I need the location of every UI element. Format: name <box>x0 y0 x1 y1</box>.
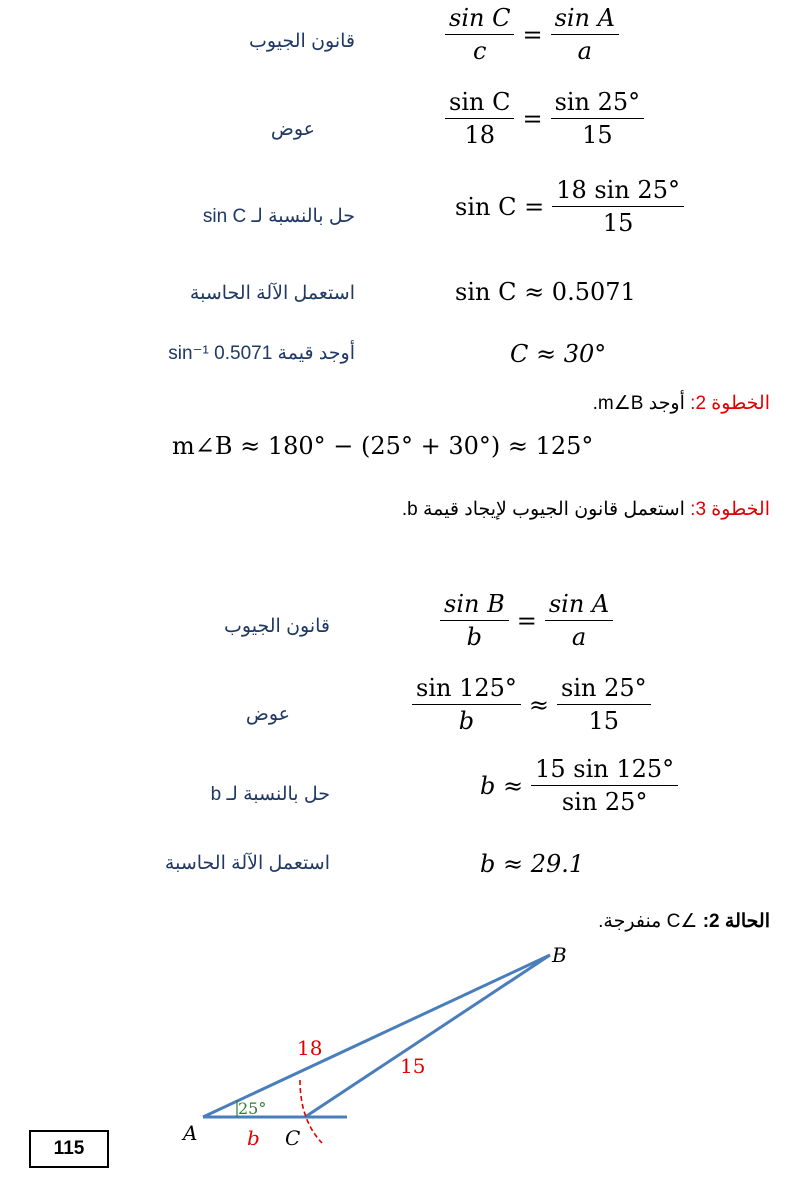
law-of-sines-equation-2: $\frac{\text{sin B}}{b}$ = $\frac{\text{sin A}}{a}$ <box>440 590 613 651</box>
solve-sinC-equation: sin C = $\frac{18 \sin 25^\circ}{15}$ <box>455 176 684 237</box>
use-calculator-label-2: استعمل الآلة الحاسبة <box>164 853 330 874</box>
label-side-18: 18 <box>297 1036 323 1060</box>
label-b: b <box>247 1126 260 1150</box>
use-calculator-label-1: استعمل الآلة الحاسبة <box>189 283 355 304</box>
law-of-sines-equation-1: $\frac{\text{sin C}}{c}$ = $\frac{\text{sin A}}{a}$ <box>445 4 619 65</box>
label-side-15: 15 <box>400 1054 426 1078</box>
step-2-text: أوجد m∠B. <box>592 393 685 414</box>
angle-B-equation: m∠B ≈ 180° − (25° + 30°) ≈ 125° <box>172 432 594 460</box>
solve-b-equation: b ≈ $\frac{15 \sin 125^\circ}{\sin 25^\circ}$ <box>480 755 678 816</box>
law-of-sines-label-2: قانون الجيوب <box>224 616 330 637</box>
substitute-label-1: عوض <box>270 119 315 140</box>
step-2-prefix: الخطوة 2: <box>690 393 770 414</box>
inverse-sine-label: أوجد قيمة sin⁻¹ 0.5071 <box>168 343 355 364</box>
substitute-label-2: عوض <box>245 704 290 725</box>
side-CB-line <box>305 955 550 1117</box>
label-angle-25: 25° <box>238 1099 267 1118</box>
step-3-prefix: الخطوة 3: <box>690 499 770 520</box>
case-2-title: الحالة 2: <box>702 911 770 932</box>
label-B: B <box>552 943 567 967</box>
label-C: C <box>285 1126 301 1150</box>
sinC-value: sin C ≈ 0.5071 <box>455 278 636 306</box>
page-number: 115 <box>29 1130 109 1168</box>
law-of-sines-label: قانون الجيوب <box>249 31 355 52</box>
side-AB-line <box>203 955 550 1117</box>
label-A: A <box>183 1121 198 1145</box>
b-value: b ≈ 29.1 <box>480 850 585 878</box>
step-3-text: استعمل قانون الجيوب لإيجاد قيمة b. <box>401 499 685 520</box>
solve-for-sinC-label: حل بالنسبة لـ sin C <box>202 206 355 227</box>
substitute-equation-1: $\frac{\text{sin C}}{18}$ = $\frac{\sin 25^\circ}{15}$ <box>445 88 644 149</box>
solve-for-b-label: حل بالنسبة لـ b <box>210 784 330 805</box>
case-2-text: ∠C منفرجة. <box>598 911 698 932</box>
substitute-equation-2: $\frac{\sin 125^\circ}{b}$ ≈ $\frac{\sin 25^\circ}{15}$ <box>412 674 651 735</box>
angle-C-value: C ≈ 30° <box>510 340 607 368</box>
